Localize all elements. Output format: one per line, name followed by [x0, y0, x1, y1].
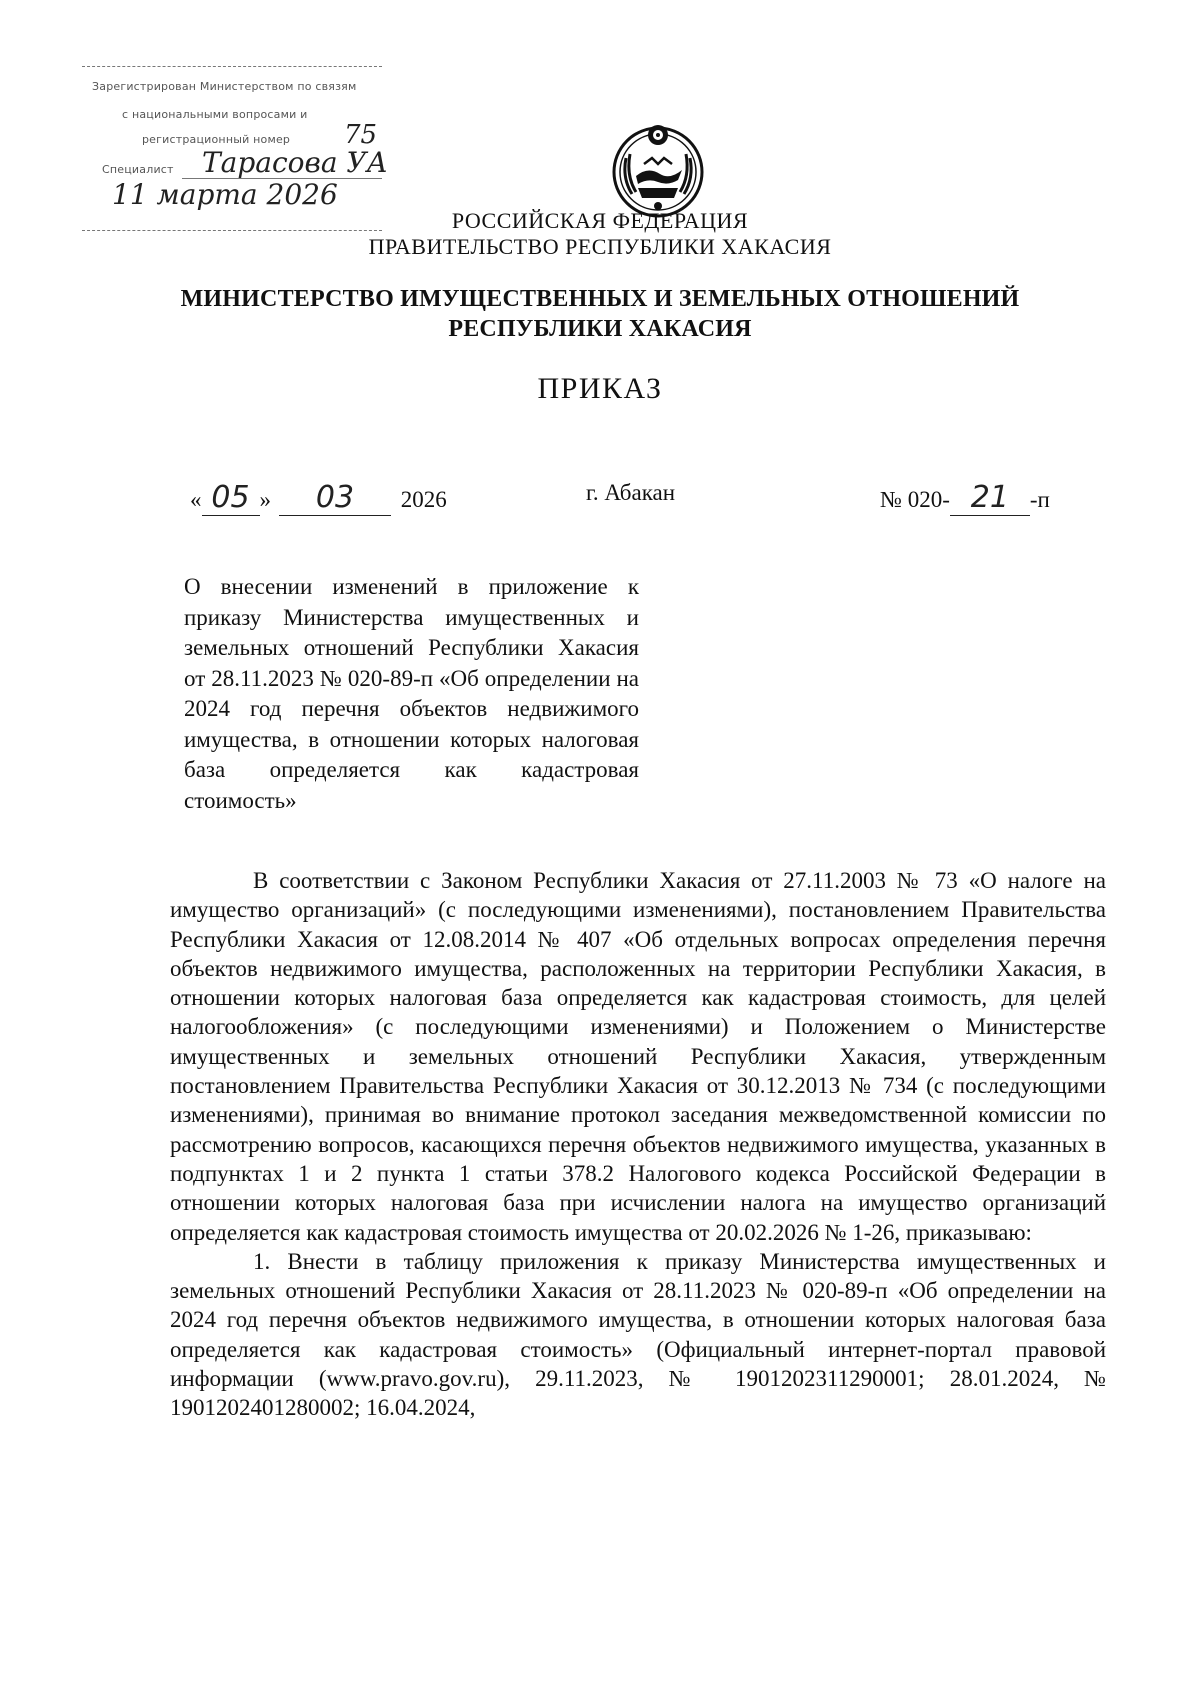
page-title: ПРИКАЗ — [537, 372, 663, 405]
date-day-field — [202, 480, 260, 516]
coat-of-arms-icon — [608, 118, 708, 220]
stamp-reg-number: 75 — [344, 120, 378, 150]
order-body — [170, 866, 1106, 1423]
stamp-registrar-label: Специалист — [102, 163, 174, 176]
header-country: РОССИЙСКАЯ ФЕДЕРАЦИЯ — [451, 208, 749, 233]
stamp-rule — [82, 66, 382, 67]
order-subject: О внесении изменений в приложение к приказу Министерства имущественных и земельных отношений Республики Хакасия от 28.11.2023 № 020-89-п «Об определении на 2024 год перечня объектов недвижимого имущества, в отношении которых налоговая база определяется как кадастровая стоимость» — [184, 574, 639, 813]
date-month: 03 — [315, 480, 355, 515]
quote-close: » — [259, 487, 271, 512]
stamp-line-3: регистрационный номер — [142, 133, 291, 146]
number-prefix: № 020- — [880, 487, 950, 512]
stamp-registrar-name: Тарасова УА — [202, 146, 388, 179]
number-field — [950, 480, 1030, 516]
stamp-line-2: с национальными вопросами и — [122, 108, 308, 121]
date-month-field — [279, 480, 391, 516]
number-value: 21 — [970, 480, 1009, 515]
header-government: ПРАВИТЕЛЬСТВО РЕСПУБЛИКИ ХАКАСИЯ — [368, 234, 832, 259]
body-preamble: В соответствии с Законом Республики Хакасия от 27.11.2003 № 73 «О налоге на имущество организаций» (с последующими изменениями), постановлением Правительства Республики Хакасия от 12.08.2014 № 407 «Об отдельных вопросах определения перечня объектов недвижимого имущества, расположенных на территории Республики Хакасия, в отношении которых налоговая база определяется как кадастровая стоимость, для целей налогообложения» (с последующими изменениями) и Положением о Министерстве имущественных и земельных отношений Республики Хакасия, утвержденным постановлением Правительства Республики Хакасия от 30.12.2013 № 734 (с последующими изменениями), принимая во внимание протокол заседания межведомственной комиссии по рассмотрению вопросов, касающихся перечня объектов недвижимого имущества, указанных в подпунктах 1 и 2 пункта 1 статьи 378.2 Налогового кодекса Российской Федерации в отношении которых налоговая база при исчислении налога на имущество организаций определяется как кадастровая стоимость имущества от 20.02.2026 № 1-26, приказываю: — [170, 868, 1106, 1245]
body-item-1: 1. Внести в таблицу приложения к приказу Министерства имущественных и земельных отношений Республики Хакасия от 28.11.2023 № 020-89-п «Об определении на 2024 год перечня объектов недвижимого имущества, в отношении которых налоговая база определяется как кадастровая стоимость» (Официальный интернет-портал правовой информации (www.pravo.gov.ru), 29.11.2023, № 1901202311290001; 28.01.2024, № 1901202401280002; 16.04.2024, — [170, 1248, 1106, 1421]
date-day: 05 — [211, 480, 250, 515]
stamp-line-1: Зарегистрирован Министерством по связям — [92, 80, 357, 93]
date-year: 2026 — [400, 487, 447, 512]
order-city: г. Абакан — [586, 480, 676, 505]
ministry-name-line-1: МИНИСТЕРСТВО ИМУЩЕСТВЕННЫХ И ЗЕМЕЛЬНЫХ ОТНОШЕНИЙ — [180, 286, 1020, 312]
ministry-name-line-2: РЕСПУБЛИКИ ХАКАСИЯ — [448, 316, 752, 342]
order-date — [190, 480, 447, 516]
stamp-reg-date: 11 марта 2026 — [112, 178, 338, 211]
number-suffix: -п — [1029, 487, 1050, 512]
quote-open: « — [190, 487, 202, 512]
order-number — [880, 480, 1050, 516]
